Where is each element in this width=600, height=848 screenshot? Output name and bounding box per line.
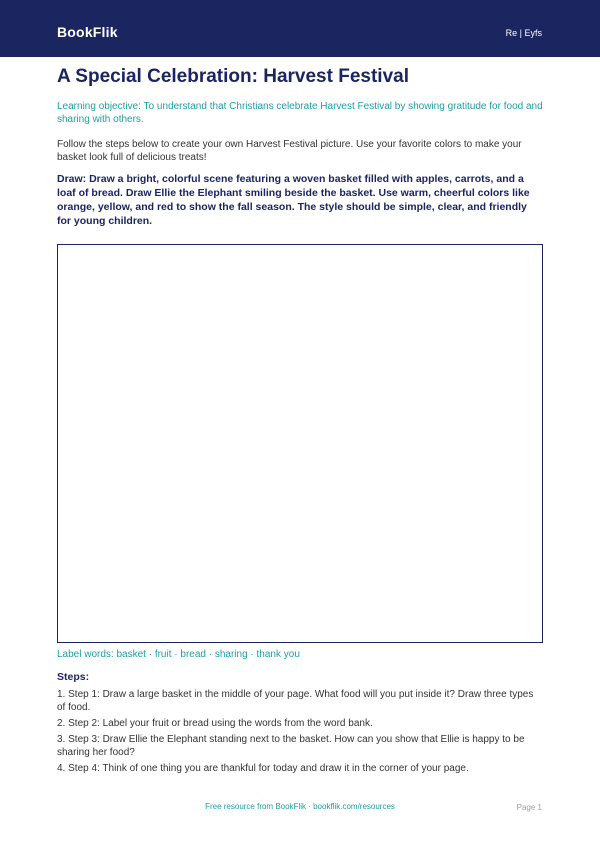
step-item: 1. Step 1: Draw a large basket in the middle of your page. What food will you put inside it? Draw three types of food. [57, 689, 534, 713]
page-title: A Special Celebration: Harvest Festival [57, 66, 409, 87]
brand-logo[interactable]: BookFlik [57, 24, 118, 40]
footer-text[interactable]: Free resource from BookFlik · bookflik.com/resources [205, 802, 395, 811]
draw-prompt: Draw: Draw a bright, colorful scene featuring a woven basket filled with apples, carrots, and a loaf of bread. Draw Ellie the Elephant smiling beside the basket. Use warm, cheerful colors like orange, yellow, and red to show the fall season. The style should be simple, clear, and friendly for young children. [57, 173, 530, 227]
step-item: 4. Step 4: Think of one thing you are thankful for today and draw it in the corner of your page. [57, 763, 469, 774]
page-number: Page 1 [516, 803, 542, 812]
step-item: 3. Step 3: Draw Ellie the Elephant standing next to the basket. How can you show that Ellie is happy to be sharing her food? [57, 734, 525, 758]
steps-heading: Steps: [57, 671, 90, 683]
subject-label: Re | Eyfs [505, 28, 542, 38]
steps-list [57, 688, 543, 778]
drawing-area[interactable] [57, 244, 543, 643]
intro-text: Follow the steps below to create your own Harvest Festival picture. Use your favorite colors to make your basket look full of delicious treats! [57, 139, 522, 163]
learning-objective: Learning objective: To understand that Christians celebrate Harvest Festival by showing gratitude for food and sharing with others. [57, 101, 543, 125]
page-header [0, 0, 600, 57]
label-words: Label words: basket · fruit · bread · sharing · thank you [57, 649, 300, 660]
step-item: 2. Step 2: Label your fruit or bread using the words from the word bank. [57, 718, 373, 729]
